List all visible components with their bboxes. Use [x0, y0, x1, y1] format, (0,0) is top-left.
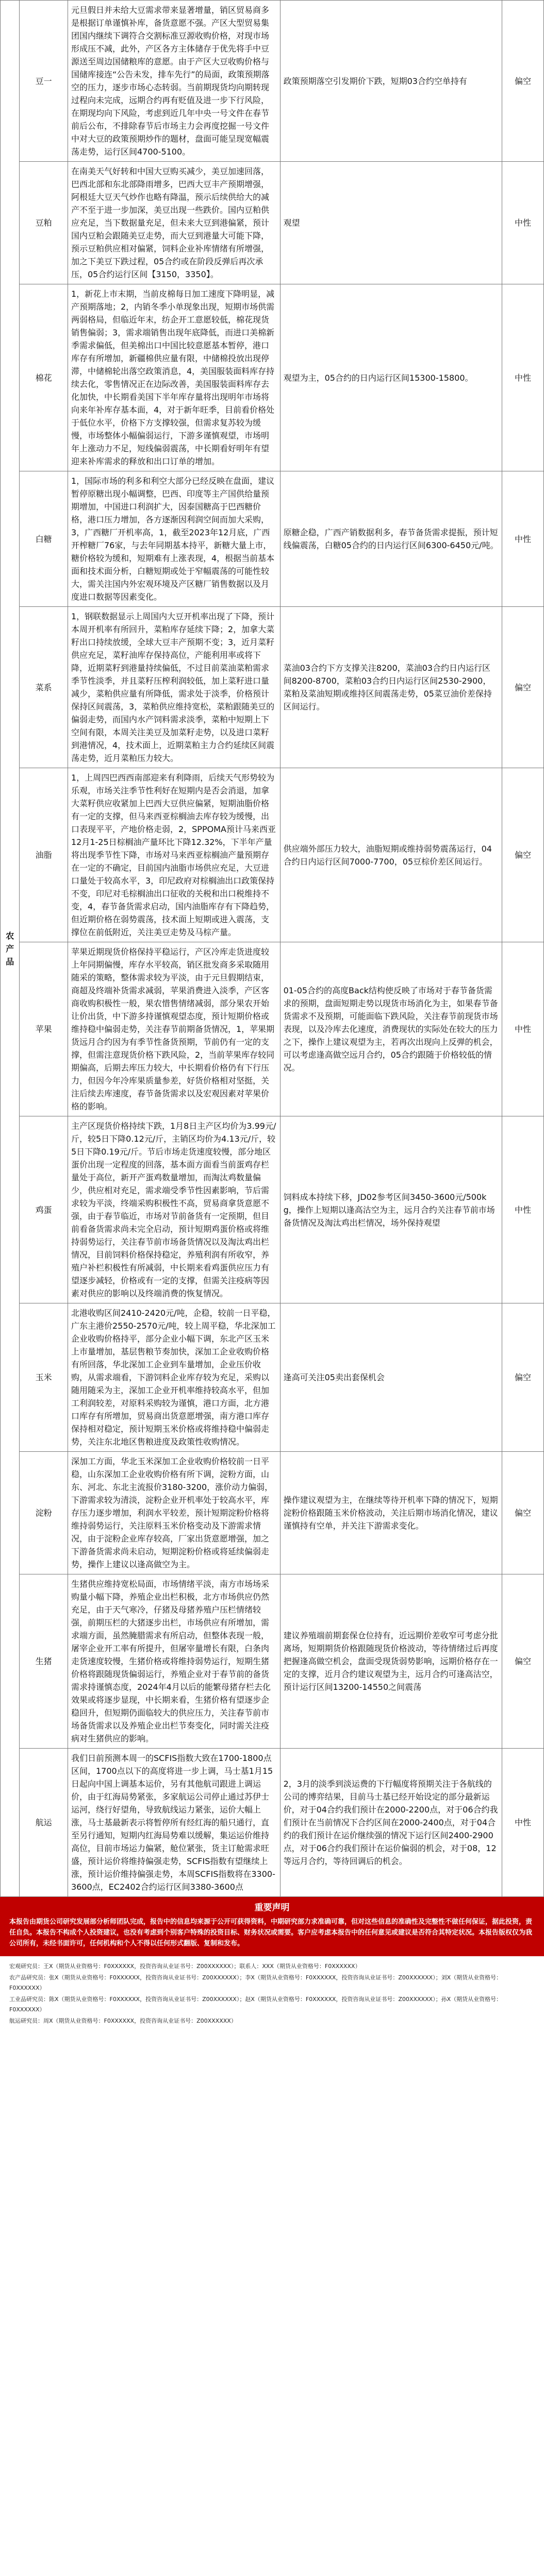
commodity-view: 2，3月的淡季到淡运费的下行幅度将预期关注于各航线的公司的博弈结果，目前马士基已经开始设定的部分最新运价，对于04合约我们预计在2000-2200点，对于06合约我们预计在当前情况下合约区间在2000-2400点，对于04合约的我们预计在运价继续强的情况下运行区间2400-2900点，对于06合约我们预计在运价偏弱的机会，对于08，12等远月合约，等待回调后的机会。 [280, 1749, 502, 1897]
commodity-view: 原糖企稳，广西产销数据利多，春节备货需求提振，预计短线偏震荡，白糖05合约的日内运行区间6300-6450元/吨。 [280, 471, 502, 607]
commodity-view: 菜油03合约下方支撑关注8200，菜油03合约日内运行区间8200-8700，菜粕03合约日内运行区间2530-2900，菜粕及菜油短期或维持区间震荡走势，05菜豆油价差保持区间运行。 [280, 607, 502, 768]
commodity-logic: 在南美天气好转和中国大豆购买减少，美豆加速回落，巴西北部和东北部降雨增多，巴西大豆丰产预期增强，阿根廷大豆天气炒作也略有降温，预示后续供给大的减产不至于进一步加深，美豆出现一些跌价。国内豆粕供应充足，当下数据量充足，但未来大豆到港偏紧，预计国内豆粕会跟随美豆走势，而大豆到港量大可能下降，预示豆粕供应相对偏紧，饲料企业补库情绪有所增强，加之下美豆下跌过程，05合约或在阶段反弹后再次承压，05合约运行区间【3150，3350】。 [68, 162, 280, 284]
commodity-direction: 偏空 [502, 1303, 543, 1452]
commodity-direction: 中性 [502, 471, 543, 607]
footer-line: 宏观研究员：王X（期货从业资格号：F0XXXXXX，投资咨询从业证书号：Z00XXXXXX）；联系人：XXX（期货从业资格号：F0XXXXXX） [9, 1963, 361, 1970]
commodity-logic: 1，国际市场的利多和利空大部分已经反映在盘面，建议暂停原糖出现小幅调整，巴西、印度等主产国供给量预期增加，中国进口利润扩大，因泰国糖高于巴西糖价格，港口压力增加，各方逐渐因利润空间而加大采购，3，广西糖厂开机率高，1，截至2023年12月底，广西开榨糖厂76家，与去年同期基本持平，新糖大量上市，糖价格较为缓和，短期难有上涨表现，4，根据当前基本面和技术面分析，白糖短期或处于窄幅震荡的可能性较大，需关注国内外宏观环境及产区糖厂销售数据以及月度进口数据等因素变化。 [68, 471, 280, 607]
commodity-name: 玉米 [20, 1303, 68, 1452]
commodity-name: 航运 [20, 1749, 68, 1897]
commodity-name: 鸡蛋 [20, 1116, 68, 1303]
commodity-row [1, 1574, 544, 1749]
commodity-direction: 中性 [502, 942, 543, 1116]
disclaimer-text: 本报告由期货公司研究发展部分析师团队完成，报告中的信息均来源于公开可获得资料，中期研究部力求准确可靠，但对这些信息的准确性及完整性不做任何保证，据此投资，责任自负。本报告不构成个人投资建议，也没有考虑到个别客户特殊的投资目标、财务状况或需要。客户应考虑本报告中的任何意见或建议是否符合其特定状况。本报告版权仅为我公司所有，未经书面许可，任何机构和个人不得以任何形式翻版、复制和发布。 [9, 1918, 533, 1947]
commodity-row [1, 607, 544, 768]
commodity-logic: 1，新花上市末期，当前皮棉每日加工速度下降明显，减产预期落地；2，内销冬季小单现象出现，短期市场供需两弱格局，但临近年末，纺企开工意愿较低，棉花现货销售偏弱；3，需求端销售出现年底降低，而进口美棉新季需求偏低，但美棉出口中国比较意愿基本暂停，港口库存有所增加，新疆棉供应量有限，中储棉投放出现停滞，中储棉轮出落空政策消息，4，美国服装面料库存持续去化，零售情况正在边际改善，美国服装面料库存去化加快，中长期看美国下半年库存量将出现明年市场将向来年补库存基本面，4，对于新年旺季，目前看价格处于低位水平，价格下方支撑较强，但需求复苏较为缓慢，市场整体小幅偏弱运行，下游多谨慎观望，市场明年上涨动力不足，短线偏弱震荡，中长期看好明年有望迎来补库需求的释放和出口订单的增加。 [68, 284, 280, 471]
commodity-direction: 中性 [502, 284, 543, 471]
commodity-direction: 偏空 [502, 1, 543, 162]
commodity-name: 苹果 [20, 942, 68, 1116]
commodity-row [1, 1116, 544, 1303]
commodity-logic: 深加工方面，华北玉米深加工企业收购价格较前一日平稳，山东深加工企业收购价格有所下调，淀粉方面，山东、河北、东北主流报价3180-3200，涨价动力偏弱，下游需求较为清淡，淀粉企业开机率处于较高水平，库存压力逐步增加，利润水平较差，预计短期淀粉价格将维持弱势运行，关注原料玉米价格变动及下游需求情况，由于淀粉企业库存较高，厂家出货意愿增强，加之下游备货需求尚未启动，短期淀粉价格或将延续偏弱走势，操作上建议以逢高做空为主。 [68, 1452, 280, 1574]
commodity-logic: 1，钢联数据显示上周国内大豆开机率出现了下降，预计本周开机率有所回升，菜粕库存延续下降；2，加拿大菜籽出口持续放缓，全球大豆丰产预期不变；3，近月菜籽供应充足，菜籽油库存保持高位，产能利用率或将下降，近期菜籽到港量持续偏低，不过目前菜油菜粕需求季节性淡季，并且菜籽压榨利润较低，加上菜籽进口量减少，菜粕供应量有所降低，需求处于淡季，价格预计保持区间震荡，3，菜粕供应维持宽松，菜粕跟随美豆的偏弱走势，而国内水产饲料需求淡季，菜粕中短期上下空间有限，本周关注美豆及加菜籽走势，以及进口菜籽到港情况，4，技术面上，近期菜粕主力合约延续区间震荡走势，近月菜粕压力较大。 [68, 607, 280, 768]
footer-line: 航运研究员：周X（期货从业资格号：F0XXXXXX，投资咨询从业证书号：Z00XXXXXX） [9, 2018, 237, 2024]
commodity-view: 01-05合约的高度Back结构使反映了市场对于春节备货需求的预期，盘面短期走势以现货市场消化为主，如果春节备货需求不及预期，可能面临下跌风险，关注春节前现货市场表现，以及冷库去化速度，消费现状的实际处在较大的压力之下，操作上建议观望为主，若再次出现向上反弹的机会，可以考虑逢高做空远月合约，05合约跟随于价格较低的情况。 [280, 942, 502, 1116]
commodity-name: 菜系 [20, 607, 68, 768]
commodity-name: 白糖 [20, 471, 68, 607]
commodity-logic: 生猪供应维持宽松局面，市场情绪平淡，南方市场场采购量小幅下降，养殖企业出栏积极，北方市场供应仍然充足，由于天气寒冷，仔猪及母猪养殖户压栏情绪较强，前期压栏的大猪逐步出栏，市场供应有所增加，需求端方面，虽然腌腊需求有所启动，但整体表现一般，屠宰企业开工率有所提升，但屠宰量增长有限，白条肉走货速度较慢，生猪价格或将维持弱势运行，短期生猪价格将跟随现货偏弱运行，养殖企业对于春节前的备货需求持谨慎态度，2024年4月以后的能繁母猪存栏去化效果或将逐步显现，中长期来看，生猪价格有望逐步企稳回升，但短期仍面临较大的供应压力，关注春节前市场备货需求以及养殖企业出栏节奏变化，同时需关注疫病对生猪供应的影响。 [68, 1574, 280, 1749]
commodity-direction: 偏空 [502, 1452, 543, 1574]
commodity-view: 观望为主，05合约的日内运行区间15300-15800。 [280, 284, 502, 471]
commodity-name: 豆一 [20, 1, 68, 162]
commodity-logic: 元旦假日并未给大豆需求带来显著增量，销区贸易商多是根据订单谨慎补库，备货意愿不强。产区大型贸易集团国内继续下调符合交割标准豆源收购价格，对现市场形成压不减，此外，产区各方主体储存于优先将手中豆源送至周边国储粮库的意愿。由于产区大豆收购价格与国储库接连“公告未发，排车先行”的局面，政策预期落空的压力，逐步市场心态转弱。当前期现货均向期转现过程向未完成，远期合约再有贬值及进一步下行风险，在期现均向下风险，考虑到近几年中央一号文件在春节前后公布，不排除春节后市场主力会再度挖掘一号文件中对大豆的政策预期炒作的题材，盘面可能呈现宽幅震荡走势，运行区间4700-5100。 [68, 1, 280, 162]
commodity-name: 豆粕 [20, 162, 68, 284]
commodity-row [1, 471, 544, 607]
commodity-name: 油脂 [20, 768, 68, 942]
commodity-name: 淀粉 [20, 1452, 68, 1574]
commodity-view: 观望 [280, 162, 502, 284]
commodity-view: 逢高可关注05卖出套保机会 [280, 1303, 502, 1452]
commodity-row [1, 1452, 544, 1574]
commodity-row [1, 284, 544, 471]
commodity-name: 棉花 [20, 284, 68, 471]
commodity-logic: 北港收购区间2410-2420元/吨，企稳，较前一日平稳，广东主港价2550-2570元/吨，较上周平稳，华北深加工企业收购价格持平，部分企业小幅下调，东北产区玉米上市量增加，基层售粮节奏加快，深加工企业收购价格有所回落，华北深加工企业到车量增加，企业压价收购，从需求端看，下游饲料企业库存较为充足，采购以随用随采为主，深加工企业开机率维持较高水平，但加工利润较差，对原料采购较为谨慎，港口方面，北方港口库存有所增加，贸易商出货意愿增强，南方港口库存保持相对稳定，预计短期玉米价格或将维持稳中偏弱走势，关注东北地区售粮进度及政策性收购情况。 [68, 1303, 280, 1452]
commodity-view: 供应端外部压力较大，油脂短期或维持弱势震荡运行，04合约日内运行区间7000-7700，05豆棕价差区间运行。 [280, 768, 502, 942]
disclaimer-section [0, 1897, 544, 1956]
commodity-row [1, 162, 544, 284]
footer-line: 工业品研究员：陈X（期货从业资格号：F0XXXXXX，投资咨询从业证书号：Z00XXXXXX）；赵X（期货从业资格号：F0XXXXXX，投资咨询从业证书号：Z00XXXXXX）；孙X（期货从业资格号：F0XXXXXX） [9, 1996, 502, 2013]
commodity-view: 操作建议观望为主，在继续等待开机率下降的情况下，短期淀粉价格跟随玉米价格波动，关注后期市场消化情况，建议谨慎持有空单，并关注下游需求变化。 [280, 1452, 502, 1574]
commodity-name: 生猪 [20, 1574, 68, 1749]
commodity-logic: 主产区现货价格持续下跌，1月8日主产区均价为3.99元/斤，较5日下降0.12元/斤，主销区均价为4.13元/斤，较5日下降0.19元/斤。节后市场走货速度较慢，部分地区蛋价出现一定程度的回落，基本面方面看当前蛋鸡存栏量处于高位，新开产蛋鸡数量增加，而淘汰鸡数量偏少，供应相对充足，需求端受季节性因素影响，节后需求较为平淡，终端采购积极性不高，贸易商拿货意愿不强，由于春节临近，市场对节前备货有一定预期，但目前看备货需求尚未完全启动，预计短期鸡蛋价格或将维持弱势运行，关注春节前市场备货情况以及淘汰鸡出栏情况，目前饲料价格保持稳定，养殖利润有所收窄，养殖户补栏积极性有所减弱，中长期来看鸡蛋供应压力有望逐步减轻，价格或有一定的支撑，但需关注疫病等因素对供应的影响以及终端消费的恢复情况。 [68, 1116, 280, 1303]
commodity-view: 政策预期落空引发期价下跌，短期03合约空单持有 [280, 1, 502, 162]
commodity-direction: 偏空 [502, 768, 543, 942]
category-cell: 农 产 品 [1, 1, 20, 1897]
commodity-logic: 1，上周四巴西西南部迎来有利降雨，后续天气形势较为乐观，市场关注季节性利好在短期内是否会消退，加拿大菜籽供应收紧加上巴西大豆供应偏紧，短期油脂价格有一定的支撑，但马来西亚棕榈油去库存较为缓慢，出口表现平平，产地价格走弱，2，SPPOMA预计马来西亚12月1-25日棕榈油产量环比下降12.32%，下半年产量将出现季节性下降，市场对马来西亚棕榈油产量预期存在一定的不确定，目前国内油脂市场供应充足，大豆进口量处于较高水平，3，印尼政府对棕榈油出口政策保持不变，印尼对毛棕榈油出口征收的关税和出口税维持不变，4，春节备货需求启动，国内油脂库存有下降趋势，但近期价格在弱势震荡，技术面上短期或进入震荡，支撑位在前低附近，关注美豆走势及马棕产量。 [68, 768, 280, 942]
commodity-logic: 苹果近期现货价格保持平稳运行，产区冷库走货进度较上年同期偏慢，库存水平较高，销区批发商多采取随用随采的策略，整体需求较为平淡，由于元旦假期结束，商超及终端补货需求减弱，苹果消费进入淡季，产区客商收购积极性一般，果农惜售情绪减弱，部分果农开始让价出货，中下游多持谨慎观望态度，预计短期价格或维持稳中偏弱走势，关注春节前期备货情况，1，苹果期货远月合约因为有季节性备货预期，节前仍有一定的支撑，但需注意现货价格下跌风险，2，当前苹果库存较同期偏高，后期去库压力较大，中长期看价格仍有下行压力，但因今年冷库果质量参差，好货价格相对坚挺，关注后续去库速度，春节备货需求以及宏观因素对苹果价格的影响。 [68, 942, 280, 1116]
commodity-view: 建议养殖端前期套保仓位持有，近远期价差收窄可考虑分批离场，短期期货价格跟随现货价格波动，等待情绪过后再度把握逢高做空机会，盘面受现货弱势影响，远期价格存在一定的支撑，近月合约建议观望为主，远月合约可逢高沽空，预计运行区间13200-14550之间震荡 [280, 1574, 502, 1749]
disclaimer-title: 重要声明 [254, 1903, 290, 1913]
commodity-row [1, 1, 544, 162]
footer-line: 农产品研究员：张X（期货从业资格号：F0XXXXXX，投资咨询从业证书号：Z00XXXXXX）；李X（期货从业资格号：F0XXXXXX，投资咨询从业证书号：Z00XXXXXX）；刘X（期货从业资格号：F0XXXXXX） [9, 1974, 502, 1991]
commodity-view: 饲料成本持续下移，JD02参考区间3450-3600元/500kg，操作上短期以逢高沽空为主，远月合约关注春节前市场备货情况及淘汰鸡出栏情况，场外保持观望 [280, 1116, 502, 1303]
commodity-row [1, 1749, 544, 1897]
commodity-row [1, 768, 544, 942]
footer-section [0, 1956, 544, 2035]
commodity-direction: 中性 [502, 162, 543, 284]
commodity-row [1, 942, 544, 1116]
commodity-direction: 中性 [502, 1116, 543, 1303]
commodity-logic: 我们日前预测本周一的SCFIS指数大致在1700-1800点区间，1700点以下的高度将进一步上调，马士基1月15日起向中国上调基本运价，另有其他航司跟进上调运价，由于红海局势紧张，多家航运公司停止通过苏伊士运河，绕行好望角，导致航线运力紧张，运价大幅上涨，马士基最新表示将暂停所有经红海的船只通行，直至另行通知，短期内红海局势难以缓解，集运运价维持高位，目前市场运力偏紧，舱位紧张，货主订舱需求旺盛，预计运价将维持偏强走势，SCFIS指数有望继续上涨，预计运价维持偏强走势，本周SCFIS指数将在3300-3600点，EC2402合约运行区间3380-3600点 [68, 1749, 280, 1897]
commodity-direction: 偏空 [502, 607, 543, 768]
commodity-direction: 中性 [502, 1749, 543, 1897]
commodity-direction: 偏空 [502, 1574, 543, 1749]
commodity-row [1, 1303, 544, 1452]
